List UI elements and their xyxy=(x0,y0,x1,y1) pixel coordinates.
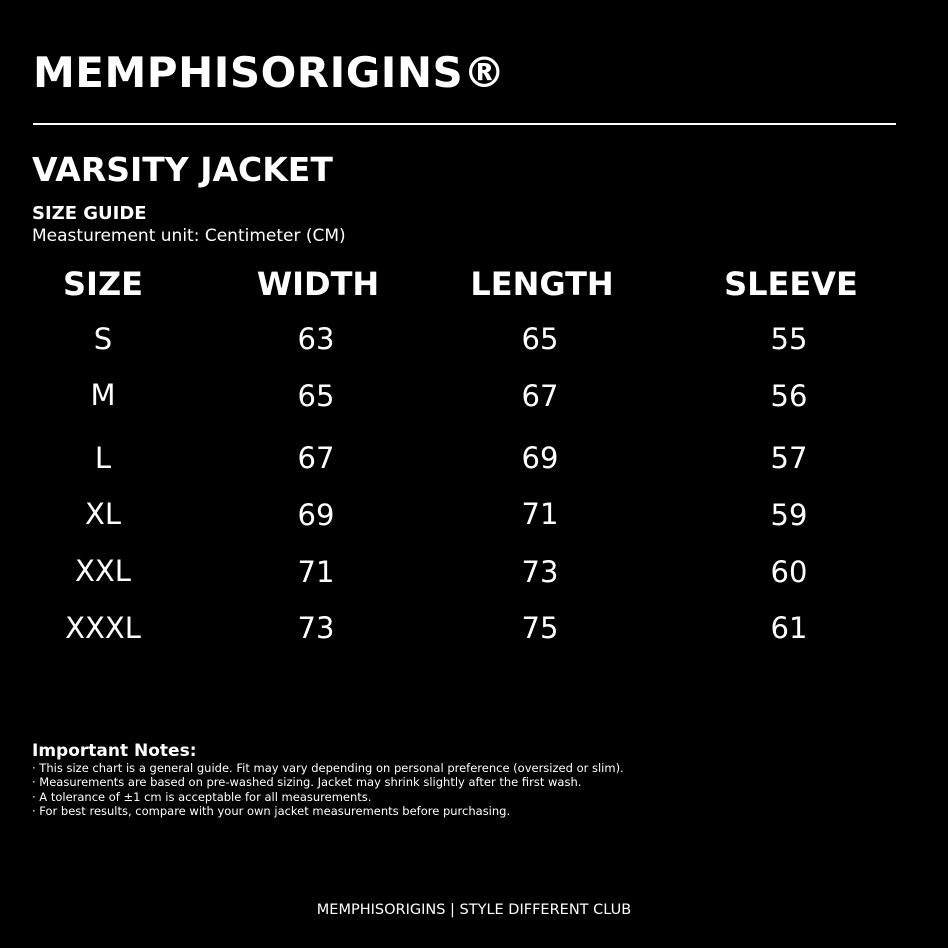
note-item: · A tolerance of ±1 cm is acceptable for all measurements. xyxy=(32,790,372,804)
size-guide-label: SIZE GUIDE xyxy=(32,203,147,224)
note-item: · This size chart is a general guide. Fit may vary depending on personal preference (oversized or slim). xyxy=(32,761,624,775)
footer-text: MEMPHISORIGINS | STYLE DIFFERENT CLUB xyxy=(316,902,632,918)
cell-width: 69 xyxy=(297,498,335,532)
cell-width: 73 xyxy=(297,611,335,645)
header-length: LENGTH xyxy=(470,265,614,303)
cell-length: 65 xyxy=(521,322,559,356)
cell-sleeve: 61 xyxy=(770,611,808,645)
header-size: SIZE xyxy=(62,265,143,303)
notes-title: Important Notes: xyxy=(32,741,197,761)
cell-length: 67 xyxy=(521,379,559,413)
header-width: WIDTH xyxy=(256,265,380,303)
brand-title: MEMPHISORIGINS® xyxy=(33,48,506,97)
note-item: · Measurements are based on pre-washed sizing. Jacket may shrink slightly after the first wash. xyxy=(32,775,582,789)
cell-sleeve: 60 xyxy=(770,555,808,589)
cell-length: 75 xyxy=(521,611,559,645)
cell-sleeve: 55 xyxy=(770,322,808,356)
divider xyxy=(33,123,896,125)
unit-label: Measturement unit: Centimeter (CM) xyxy=(32,226,346,246)
cell-length: 69 xyxy=(521,441,559,475)
cell-size: S xyxy=(93,322,113,356)
note-item: · For best results, compare with your own jacket measurements before purchasing. xyxy=(32,804,511,818)
cell-width: 67 xyxy=(297,441,335,475)
cell-size: L xyxy=(94,441,112,475)
cell-sleeve: 57 xyxy=(770,441,808,475)
cell-width: 71 xyxy=(297,555,335,589)
cell-sleeve: 59 xyxy=(770,498,808,532)
cell-size: XXL xyxy=(75,554,131,588)
cell-length: 71 xyxy=(521,497,559,531)
cell-size: XL xyxy=(84,497,122,531)
cell-size: M xyxy=(90,378,116,412)
cell-length: 73 xyxy=(521,555,559,589)
product-title: VARSITY JACKET xyxy=(32,150,333,189)
cell-width: 63 xyxy=(297,322,335,356)
cell-sleeve: 56 xyxy=(770,379,808,413)
header-sleeve: SLEEVE xyxy=(724,265,858,303)
cell-width: 65 xyxy=(297,379,335,413)
cell-size: XXXL xyxy=(65,611,141,645)
